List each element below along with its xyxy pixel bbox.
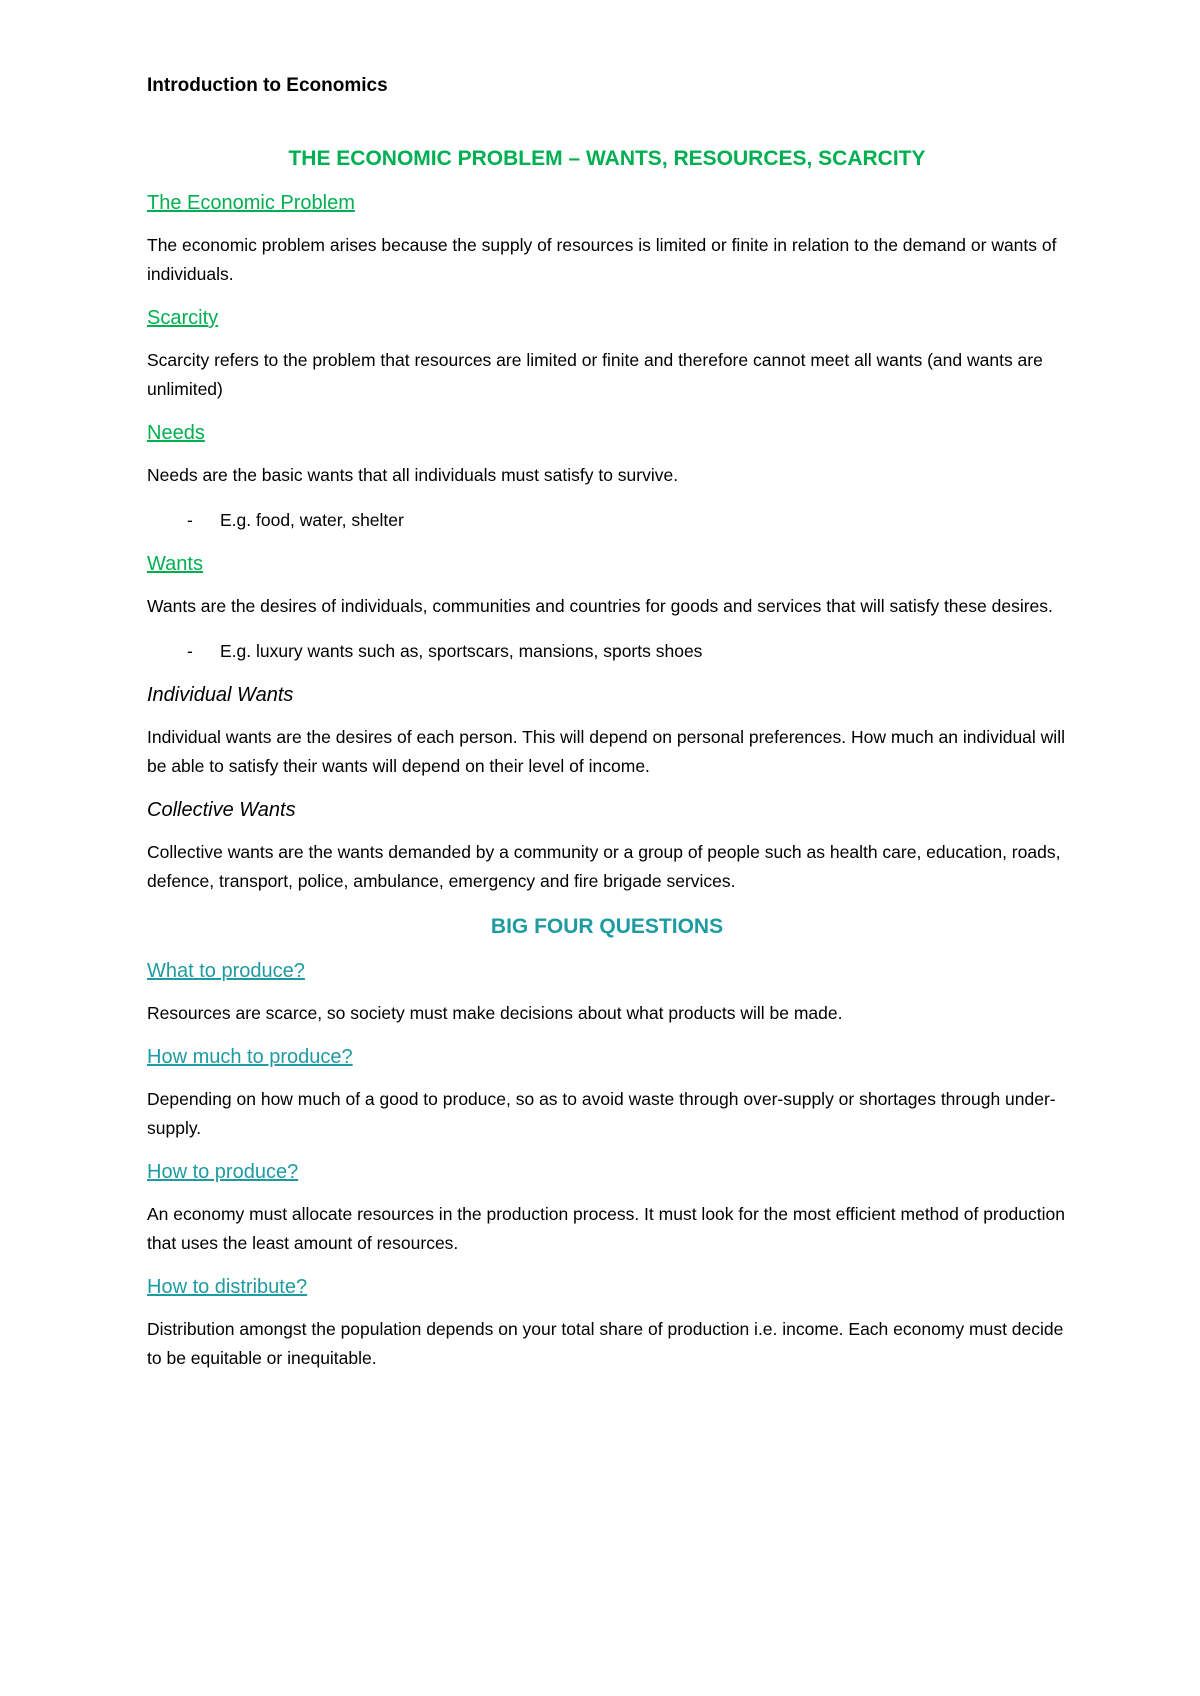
heading-collective-wants: Collective Wants	[147, 799, 296, 821]
paragraph-how-to-produce: An economy must allocate resources in the production process. It must look for the most efficient method of production that uses the least amount of resources.	[147, 1204, 1065, 1253]
heading-scarcity: Scarcity	[147, 307, 219, 329]
paragraph-how-to-distribute: Distribution amongst the population depends on your total share of production i.e. income. Each economy must decide to be equitable or inequitable.	[147, 1319, 1064, 1368]
paragraph-how-much-to-produce: Depending on how much of a good to produce, so as to avoid waste through over-supply or shortages through under-supply.	[147, 1089, 1056, 1138]
bullet-dash: -	[187, 641, 193, 661]
heading-individual-wants: Individual Wants	[147, 684, 294, 706]
heading-wants: Wants	[147, 553, 203, 575]
section-heading-big-four-questions: BIG FOUR QUESTIONS	[490, 915, 724, 938]
heading-how-to-distribute: How to distribute?	[147, 1276, 308, 1298]
bullet-text: E.g. food, water, shelter	[220, 510, 404, 530]
heading-needs: Needs	[147, 422, 205, 444]
heading-how-to-produce: How to produce?	[147, 1161, 299, 1183]
heading-economic-problem: The Economic Problem	[147, 192, 355, 214]
bullet-needs-example	[147, 506, 1067, 535]
paragraph-individual-wants: Individual wants are the desires of each person. This will depend on personal preferences. How much an individual will be able to satisfy their wants will depend on their level of income.	[147, 727, 1065, 776]
document-title: Introduction to Economics	[147, 75, 388, 96]
bullet-text: E.g. luxury wants such as, sportscars, mansions, sports shoes	[220, 641, 703, 661]
document-page	[147, 72, 1067, 1389]
section-heading-economic-problem: THE ECONOMIC PROBLEM – WANTS, RESOURCES, SCARCITY	[288, 147, 926, 170]
paragraph-what-to-produce: Resources are scarce, so society must make decisions about what products will be made.	[147, 1003, 843, 1023]
paragraph-needs: Needs are the basic wants that all individuals must satisfy to survive.	[147, 465, 679, 485]
heading-how-much-to-produce: How much to produce?	[147, 1046, 353, 1068]
paragraph-wants: Wants are the desires of individuals, communities and countries for goods and services that will satisfy these desires.	[147, 596, 1053, 616]
paragraph-collective-wants: Collective wants are the wants demanded by a community or a group of people such as health care, education, roads, defence, transport, police, ambulance, emergency and fire brigade services.	[147, 842, 1061, 891]
paragraph-scarcity: Scarcity refers to the problem that resources are limited or finite and therefore cannot meet all wants (and wants are unlimited)	[147, 350, 1043, 399]
bullet-dash: -	[187, 510, 193, 530]
bullet-wants-example	[147, 637, 1067, 666]
heading-what-to-produce: What to produce?	[147, 960, 305, 982]
paragraph-economic-problem: The economic problem arises because the supply of resources is limited or finite in relation to the demand or wants of individuals.	[147, 235, 1057, 284]
